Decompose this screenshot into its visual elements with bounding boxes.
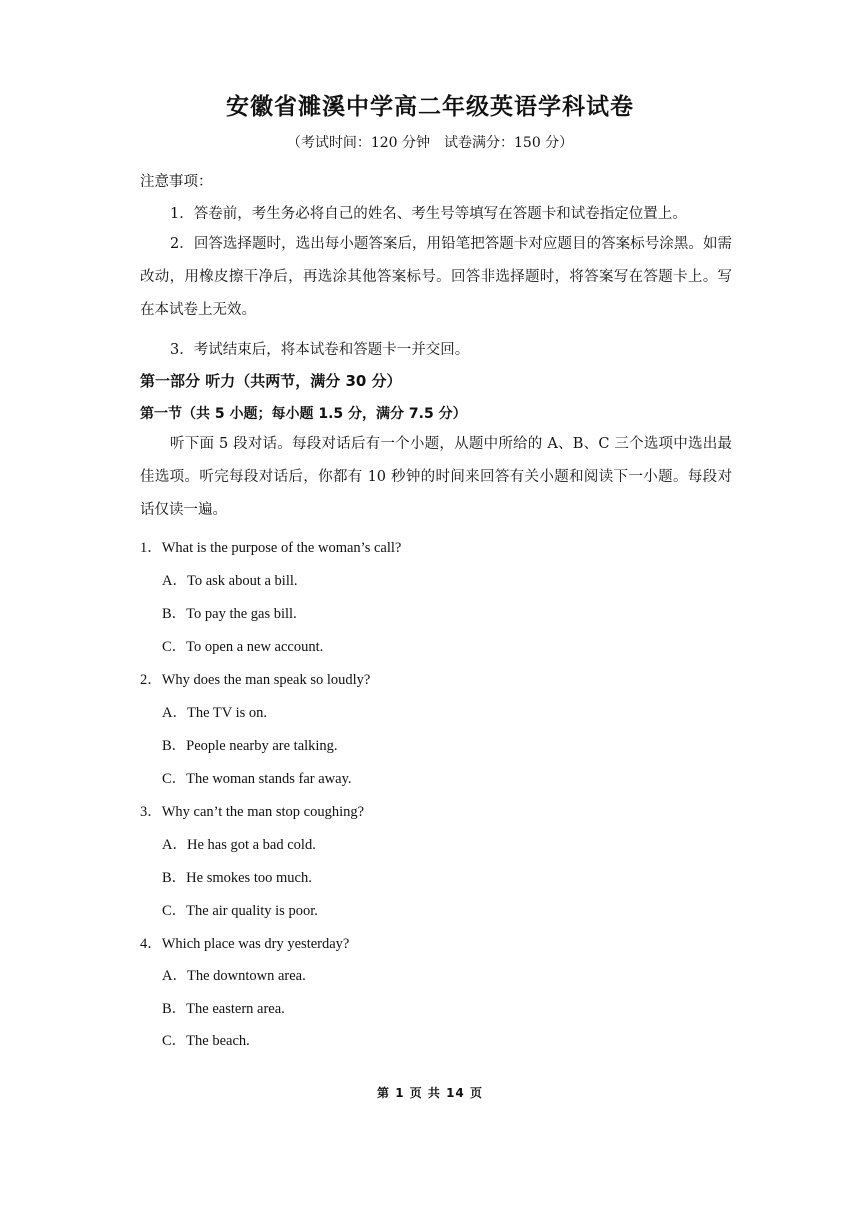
section1-instructions: 听下面 5 段对话。每段对话后有一个小题，从题中所给的 A、B、C 三个选项中选出最佳选项。听完每段对话后，你都有 10 秒钟的时间来回答有关小题和阅读下一小题。每段对话仅读一遍。 <box>140 436 732 518</box>
question-4-option-c: C．The beach. <box>162 1033 250 1049</box>
notice-item-1: 1．答卷前，考生务必将自己的姓名、考生号等填写在答题卡和试卷指定位置上。 <box>170 206 687 222</box>
question-3-option-a: A．He has got a bad cold. <box>162 837 316 853</box>
exam-title: 安徽省濉溪中学高二年级英语学科试卷 <box>226 94 634 120</box>
question-2-option-b: B．People nearby are talking. <box>162 738 338 754</box>
question-4-option-a: A．The downtown area. <box>162 968 306 984</box>
notice-item-3: 3．考试结束后，将本试卷和答题卡一并交回。 <box>170 342 470 358</box>
question-1-option-a: A．To ask about a bill. <box>162 573 298 589</box>
notice-item-2: 2．回答选择题时，选出每小题答案后，用铅笔把答题卡对应题目的答案标号涂黑。如需改动，用橡皮擦干净后，再选涂其他答案标号。回答非选择题时，将答案写在答题卡上。写在本试卷上无效。 <box>140 236 732 318</box>
exam-subtitle <box>0 132 860 152</box>
question-2-option-a: A．The TV is on. <box>162 705 267 721</box>
question-2-stem: 2．Why does the man speak so loudly? <box>140 672 371 688</box>
question-3-option-b: B．He smokes too much. <box>162 870 312 886</box>
question-2-option-c: C．The woman stands far away. <box>162 771 352 787</box>
page-footer: 第 1 页 共 14 页 <box>377 1086 483 1100</box>
question-1-stem: 1．What is the purpose of the woman’s call? <box>140 540 402 556</box>
question-3-option-c: C．The air quality is poor. <box>162 903 318 919</box>
part1-heading: 第一部分 听力（共两节，满分 30 分） <box>140 372 402 390</box>
exam-score: 试卷满分：150 分） <box>444 135 574 151</box>
section1-heading: 第一节（共 5 小题；每小题 1.5 分，满分 7.5 分） <box>140 406 467 422</box>
question-4-option-b: B．The eastern area. <box>162 1001 285 1017</box>
exam-time: （考试时间：120 分钟 <box>286 135 430 151</box>
question-1-option-c: C．To open a new account. <box>162 639 324 655</box>
question-3-stem: 3．Why can’t the man stop coughing? <box>140 804 365 820</box>
question-1-option-b: B．To pay the gas bill. <box>162 606 297 622</box>
question-4-stem: 4．Which place was dry yesterday? <box>140 936 350 952</box>
notice-label: 注意事项： <box>140 174 213 190</box>
